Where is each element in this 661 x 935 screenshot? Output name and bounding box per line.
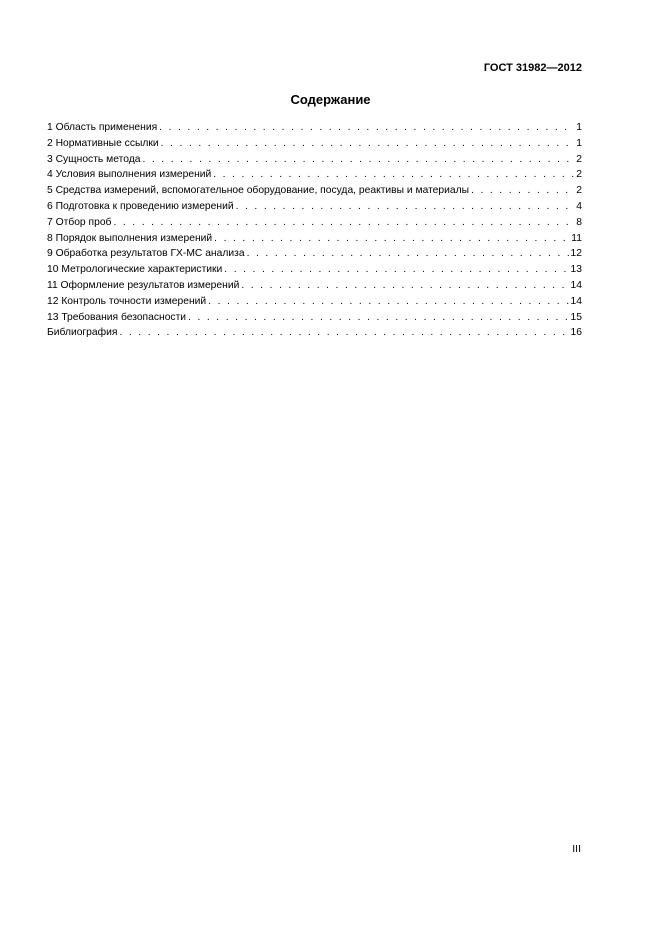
toc-dot-leader [206, 294, 570, 310]
toc-entry[interactable] [47, 183, 582, 199]
toc-dot-leader [186, 310, 570, 326]
table-of-contents [47, 120, 582, 341]
toc-entry-page: 15 [570, 311, 582, 323]
toc-entry-page: 1 [576, 122, 582, 133]
toc-entry[interactable] [47, 262, 582, 278]
toc-entry-label: 10 Метрологические характеристики [47, 264, 223, 276]
toc-entry-label: 3 Сущность метода [47, 153, 141, 165]
toc-dot-leader [234, 199, 574, 215]
toc-entry[interactable] [47, 294, 582, 310]
toc-entry[interactable] [47, 152, 582, 168]
toc-title: Содержание [290, 92, 371, 107]
toc-entry-page: 8 [576, 216, 582, 228]
toc-entry-label: Библиография [47, 327, 118, 339]
toc-dot-leader [140, 152, 574, 168]
toc-entry-page: 12 [570, 248, 582, 260]
toc-entry-label: 4 Условия выполнения измерений [47, 169, 212, 181]
toc-entry-label: 2 Нормативные ссылки [47, 137, 159, 149]
toc-entry-label: 12 Контроль точности измерений [47, 295, 207, 307]
toc-dot-leader [212, 231, 571, 247]
toc-entry[interactable] [47, 310, 582, 326]
toc-entry-page: 16 [570, 327, 582, 339]
toc-dot-leader [222, 262, 570, 278]
toc-dot-leader [159, 136, 574, 152]
toc-entry[interactable] [47, 167, 582, 183]
toc-entry-page: 4 [576, 200, 582, 212]
toc-entry-label: 6 Подготовка к проведению измерений [47, 200, 234, 212]
toc-entry[interactable] [47, 231, 582, 247]
toc-entry-page: 11 [571, 232, 582, 244]
toc-entry-page: 1 [576, 137, 582, 149]
toc-entry-label: 11 Оформление результатов измерений [47, 279, 240, 291]
toc-entry-label: 13 Требования безопасности [47, 311, 187, 323]
toc-entry[interactable] [47, 278, 582, 294]
toc-entry[interactable] [47, 215, 582, 231]
toc-dot-leader [211, 167, 574, 183]
toc-entry-page: 2 [576, 153, 582, 165]
toc-dot-leader [157, 120, 574, 136]
toc-entry-label: 5 Средства измерений, вспомогательное оборудование, посуда, реактивы и материалы [47, 185, 470, 197]
toc-entry-page: 14 [570, 295, 582, 307]
toc-dot-leader [245, 246, 571, 262]
toc-entry-label: 9 Обработка результатов ГХ-МС анализа [47, 248, 245, 260]
toc-entry[interactable] [47, 120, 582, 136]
toc-entry-page: 13 [570, 264, 582, 276]
toc-dot-leader [239, 278, 570, 294]
document-code: ГОСТ 31982—2012 [483, 62, 582, 74]
page-number: III [572, 843, 581, 855]
toc-entry[interactable] [47, 246, 582, 262]
toc-entry-label: 7 Отбор проб [47, 216, 112, 228]
toc-dot-leader [111, 215, 574, 231]
toc-entry[interactable] [47, 325, 582, 341]
toc-dot-leader [117, 325, 570, 341]
toc-entry-label: 8 Порядок выполнения измерений [47, 232, 213, 244]
toc-dot-leader [469, 183, 574, 199]
toc-entry-label: 1 Область применения [47, 122, 158, 133]
toc-entry[interactable] [47, 136, 582, 152]
toc-entry-page: 2 [576, 169, 582, 181]
toc-entry-page: 2 [576, 185, 582, 197]
toc-entry[interactable] [47, 199, 582, 215]
toc-entry-page: 14 [570, 279, 582, 291]
